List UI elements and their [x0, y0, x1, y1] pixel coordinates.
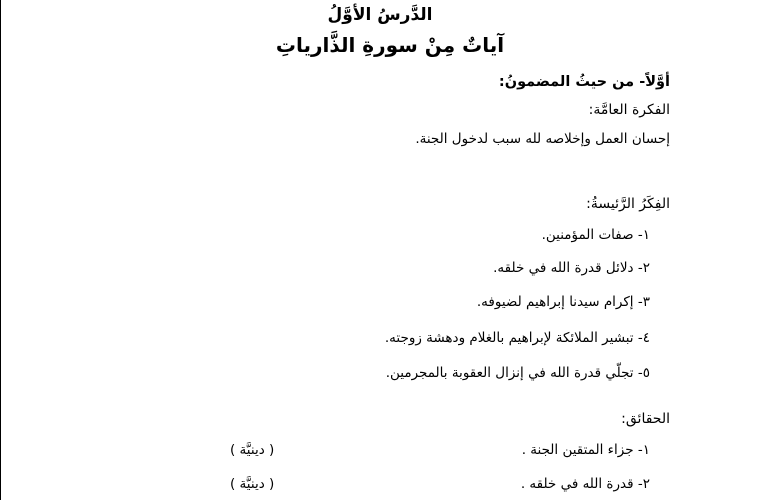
general-idea-label: الفكرة العامَّة:: [588, 102, 670, 118]
fact-text: ٢- قدرة الله في خلقه .: [520, 476, 650, 492]
fact-category-tag: ( دينيَّة ): [230, 476, 275, 492]
fact-row: [230, 442, 650, 464]
content-section-heading: أوَّلاً- من حيثُ المضمونُ:: [498, 74, 670, 90]
general-idea-text: إحسان العمل وإخلاصه لله سبب لدخول الجنة.: [415, 131, 670, 147]
main-idea-item: ٣- إكرام سيدنا إبراهيم لضيوفه.: [476, 294, 650, 310]
main-idea-item: ١- صفات المؤمنين.: [541, 227, 650, 243]
lesson-title: الدَّرسُ الأوَّلُ: [327, 5, 433, 25]
page-left-border: [0, 0, 1, 500]
facts-label: الحقائق:: [621, 411, 670, 427]
main-idea-item: ٤- تبشير الملائكة لإبراهيم بالغلام ودهشة زوجته.: [384, 330, 650, 346]
fact-row: [230, 476, 650, 498]
fact-text: ١- جزاء المتقين الجنة .: [521, 442, 650, 458]
fact-category-tag: ( دينيَّة ): [230, 442, 275, 458]
lesson-subtitle: آياتٌ مِنْ سورةِ الذَّارياتِ: [275, 33, 505, 57]
main-idea-item: ٢- دلائل قدرة الله في خلقه.: [493, 260, 650, 276]
main-ideas-label: الفِكَرُ الرَّئيسةُ:: [586, 196, 670, 212]
main-idea-item: ٥- تجلّي قدرة الله في إنزال العقوبة بالمجرمين.: [385, 365, 650, 381]
